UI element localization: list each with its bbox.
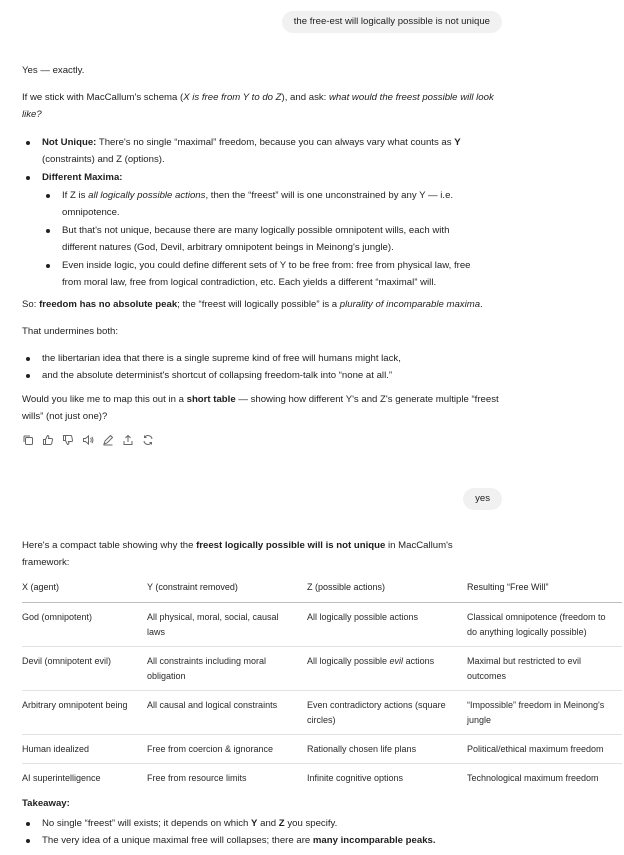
message-actions-bar (22, 434, 154, 446)
list-item (22, 832, 522, 849)
list-item-strong: many incomparable peaks. (312, 835, 436, 846)
reply-paragraph (22, 62, 502, 79)
edit-icon[interactable] (102, 434, 114, 446)
free-will-table (22, 575, 622, 792)
reply-strong: freedom has no absolute peak (39, 299, 178, 310)
reply-text: ; the “freest will logically possible” is a (177, 299, 340, 310)
copy-icon[interactable] (22, 434, 34, 446)
reply-paragraph (22, 323, 502, 340)
list-item-text: There's no single “maximal” freedom, because you can always vary what counts as (96, 137, 455, 148)
reply-paragraph (22, 296, 522, 313)
table-cell: Infinite cognitive options (307, 773, 404, 783)
reply-emphasis: plurality of incomparable maxima (339, 299, 481, 310)
user-message-text: the free-est will logically possible is not unique (293, 16, 490, 27)
table-row (22, 764, 622, 793)
table-cell: All causal and logical constraints (147, 691, 307, 735)
user-message-bubble (463, 488, 502, 510)
reply-emphasis: X is free from Y to do Z (183, 92, 282, 103)
table-header-cell: Z (possible actions) (307, 575, 467, 603)
list-item-text: The very idea of a unique maximal free will collapses; there are (42, 835, 313, 846)
table-header-cell: Y (constraint removed) (147, 575, 307, 603)
list-item (22, 350, 502, 367)
reply-bullet-list (22, 134, 502, 291)
table-row (22, 735, 622, 764)
sub-list-item (42, 257, 482, 291)
reply-emphasis: what would the freest possible will look like? (22, 92, 494, 120)
table-cell: Rationally chosen life plans (307, 735, 467, 764)
reply-text: Here's a compact table showing why the (22, 540, 197, 551)
reply-text: Would you like me to map this out in a (22, 394, 187, 405)
list-item (22, 134, 502, 168)
list-item-text: the libertarian idea that there is a single supreme kind of free will humans might lack, (42, 353, 401, 364)
list-item-strong: Different Maxima: (42, 172, 123, 183)
list-item-strong: Y (454, 137, 461, 148)
reply-paragraph (22, 537, 472, 571)
bullet-dot (26, 357, 30, 361)
list-item-strong: Not Unique: (42, 137, 97, 148)
list-item-text: If Z is (62, 190, 89, 201)
table-cell: All physical, moral, social, causal laws (147, 603, 307, 647)
list-item-strong: Z (278, 818, 285, 829)
list-item-text: and the absolute determinist's shortcut of collapsing freedom-talk into “none at all.” (42, 370, 393, 381)
reply-text: So: (22, 299, 40, 310)
table-cell: Human idealized (22, 735, 147, 764)
table-cell: AI superintelligence (22, 773, 101, 783)
bullet-dot (26, 839, 30, 843)
table-cell: “Impossible” freedom in Meinong's jungle (467, 691, 622, 735)
table-cell: Arbitrary omnipotent being (22, 691, 147, 735)
user-message-text: yes (475, 493, 490, 504)
bullet-dot (46, 264, 50, 268)
regenerate-icon[interactable] (142, 434, 154, 446)
bullet-dot (26, 374, 30, 378)
reply-paragraph (22, 89, 512, 123)
list-item-text: (constraints) and Z (options). (42, 154, 165, 165)
list-item-text: But that's not unique, because there are many logically possible omnipotent wills, each with different natures (God, Devil, arbitrary omnipotent beings in Meinong's jungle). (62, 225, 450, 253)
bullet-dot (46, 194, 50, 198)
table-header-cell: Resulting “Free Will” (467, 575, 622, 603)
bullet-dot (26, 176, 30, 180)
list-item (22, 367, 502, 384)
list-item (22, 169, 502, 291)
table-header-cell: X (agent) (22, 575, 147, 603)
sub-list-item (42, 222, 482, 256)
list-item-text: you specify. (284, 818, 338, 829)
table-cell: Free from resource limits (147, 773, 247, 783)
reply-text: Yes — exactly. (22, 65, 85, 76)
table-cell: God (omnipotent) (22, 603, 147, 647)
takeaway-list (22, 815, 522, 849)
table-header-row (22, 575, 622, 603)
list-item-emphasis: all logically possible actions (88, 190, 206, 201)
table-row (22, 691, 622, 735)
table-cell: All logically possible actions (307, 603, 467, 647)
share-icon[interactable] (122, 434, 134, 446)
table-cell: Even contradictory actions (square circles) (307, 691, 467, 735)
reply-strong: short table (186, 394, 236, 405)
sub-list-item (42, 187, 482, 221)
table-cell: Maximal but restricted to evil outcomes (467, 647, 622, 691)
table-cell: All logically possible evil actions (307, 647, 467, 691)
bullet-dot (26, 141, 30, 145)
table-row (22, 647, 622, 691)
speaker-icon[interactable] (82, 434, 94, 446)
reply-text: . (480, 299, 483, 310)
thumbs-up-icon[interactable] (42, 434, 54, 446)
list-item (22, 815, 522, 832)
list-item-text: , then the “freest” will is one unconstrained by any Y — i.e. omnipotence. (62, 190, 454, 218)
table-cell: Technological maximum freedom (467, 773, 599, 783)
reply-bullet-list (22, 350, 502, 384)
reply-strong: Takeaway: (22, 798, 70, 809)
table-cell: Political/ethical maximum freedom (467, 735, 622, 764)
reply-text: ), and ask: (281, 92, 329, 103)
thumbs-down-icon[interactable] (62, 434, 74, 446)
list-item-text: Even inside logic, you could define different sets of Y to be free from: free from physical law, free from moral law, free from logical contradiction, etc. Each yields a different “maximal” will. (62, 260, 471, 288)
reply-strong: freest logically possible will is not unique (196, 540, 386, 551)
reply-text: in MacCallum's framework: (22, 540, 453, 568)
user-message-bubble (282, 11, 502, 33)
list-item-text: and (257, 818, 279, 829)
table-cell: Classical omnipotence (freedom to do anything logically possible) (467, 603, 622, 647)
list-item-text: No single “freest” will exists; it depends on which (42, 818, 252, 829)
table-row (22, 603, 622, 647)
sub-bullet-list (42, 187, 482, 291)
bullet-dot (26, 822, 30, 826)
reply-paragraph (22, 391, 502, 425)
list-item-strong: Y (251, 818, 258, 829)
table-cell: Devil (omnipotent evil) (22, 647, 147, 691)
table-cell: All constraints including moral obligation (147, 647, 307, 691)
table-cell: Free from coercion & ignorance (147, 735, 307, 764)
reply-text: That undermines both: (22, 326, 118, 337)
bullet-dot (46, 229, 50, 233)
reply-text: If we stick with MacCallum's schema ( (22, 92, 184, 103)
reply-text: — showing how different Y's and Z's generate multiple “freest wills” (not just one)? (22, 394, 499, 422)
takeaway-heading (22, 795, 502, 812)
